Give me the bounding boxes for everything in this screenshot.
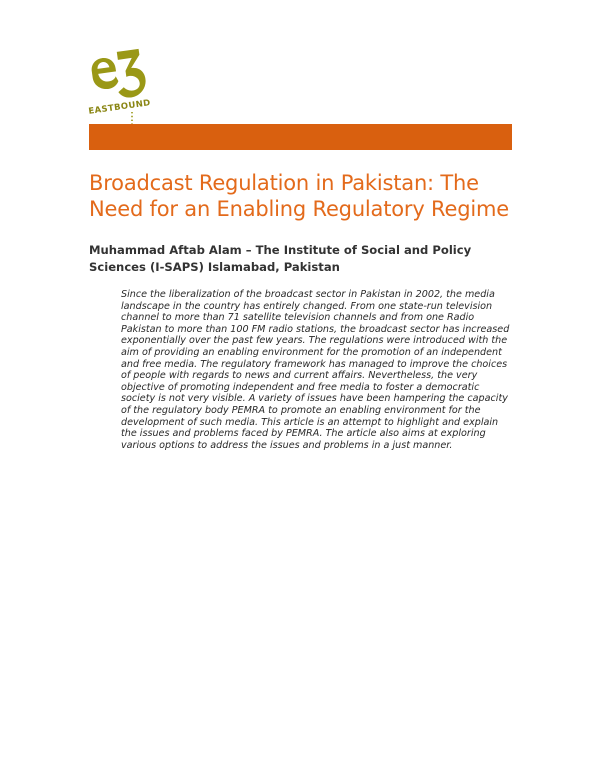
article-abstract: Since the liberalization of the broadcast sector in Pakistan in 2002, the media landscape in the country has entirely changed. From one state-run television channel to more than 71 satellite television channels and from one Radio Pakistan to more than 100 FM radio stations, the broadcast sector has increased exponentially over the past few years. The regulations were introduced with the aim of providing an enabling environment for the promotion of an independent and free media. The regulatory framework has managed to improve the choices of people with regards to news and current affairs. Nevertheless, the very objective of promoting independent and free media to foster a democratic society is not very visible. A variety of issues have been hampering the capacity of the regulatory body PEMRA to promote an enabling environment for the development of such media. This article is an attempt to highlight and explain the issues and problems faced by PEMRA. The article also aims at exploring various options to address the issues and problems in a just manner. [121, 289, 510, 451]
eastbound-logo [86, 40, 166, 128]
e3-logo-icon [86, 40, 166, 128]
header-bar [89, 124, 512, 150]
article-author: Muhammad Aftab Alam – The Institute of Social and Policy Sciences (I-SAPS) Islamabad, Pakistan [89, 243, 472, 274]
logo-wordmark: EASTBOUND [87, 98, 152, 117]
article-title: Broadcast Regulation in Pakistan: The Need for an Enabling Regulatory Regime [89, 171, 509, 221]
